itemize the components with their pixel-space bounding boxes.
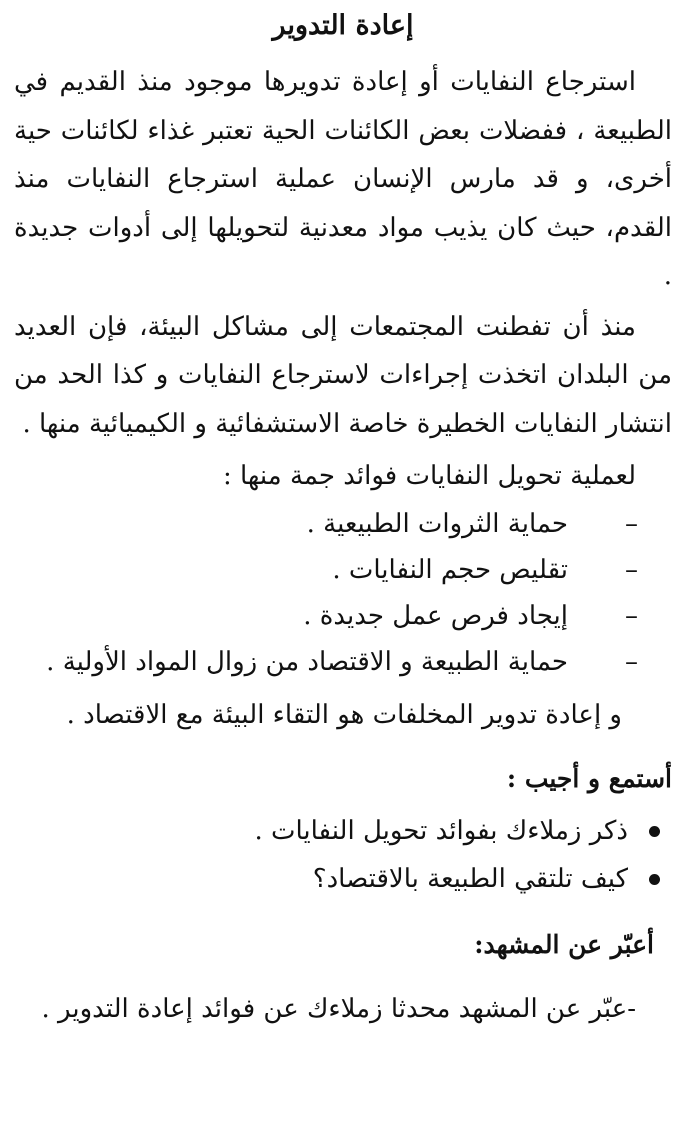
express-scene-instruction: -عبّر عن المشهد محدثا زملاءك عن فوائد إعادة التدوير . <box>41 993 636 1024</box>
dash-marker: – <box>625 508 638 539</box>
bullet-icon <box>649 874 660 885</box>
paragraph-societies-measures: منذ أن تفطنت المجتمعات إلى مشاكل البيئة، فإن العديد من البلدان اتخذت إجراءات لاسترجاع النفايات و كذا الحد من انتشار النفايات الخطيرة خاصة الاستشفائية و الكيميائية منها . <box>14 311 672 439</box>
dash-marker: – <box>625 600 638 631</box>
benefit-item <box>14 639 638 685</box>
conclusion-text: و إعادة تدوير المخلفات هو التقاء البيئة مع الاقتصاد . <box>66 699 622 730</box>
benefit-text: إيجاد فرص عمل جديدة . <box>303 600 568 631</box>
listen-answer-heading: أستمع و أجيب : <box>506 763 672 793</box>
benefit-item <box>14 547 638 593</box>
dash-marker: – <box>625 554 638 585</box>
benefits-list <box>14 501 672 685</box>
dash-marker: – <box>625 646 638 677</box>
paragraph-benefits-intro: لعملية تحويل النفايات فوائد جمة منها : <box>222 461 636 491</box>
benefit-text: تقليص حجم النفايات . <box>332 554 568 585</box>
paragraph-recycling-history: استرجاع النفايات أو إعادة تدويرها موجود منذ القديم في الطبيعة ، ففضلات بعض الكائنات الحية تعتبر غذاء لكائنات حية أخرى، و قد مارس الإنسان عملية استرجاع النفايات منذ القدم، حيث كان يذيب مواد معدنية لتحويلها إلى أدوات جديدة . <box>14 67 672 291</box>
page-title: إعادة التدوير <box>272 10 414 41</box>
benefit-item <box>14 501 638 547</box>
question-item <box>14 855 672 903</box>
benefit-text: حماية الطبيعة و الاقتصاد من زوال المواد الأولية . <box>46 646 568 677</box>
listen-questions-list <box>14 807 672 903</box>
bullet-icon <box>649 826 660 837</box>
benefit-item <box>14 593 638 639</box>
question-text: كيف تلتقي الطبيعة بالاقتصاد؟ <box>312 863 628 894</box>
question-text: ذكر زملاءك بفوائد تحويل النفايات . <box>254 815 628 846</box>
express-scene-heading: أعبّر عن المشهد: <box>474 929 654 959</box>
benefit-text: حماية الثروات الطبيعية . <box>306 508 568 539</box>
question-item <box>14 807 672 855</box>
